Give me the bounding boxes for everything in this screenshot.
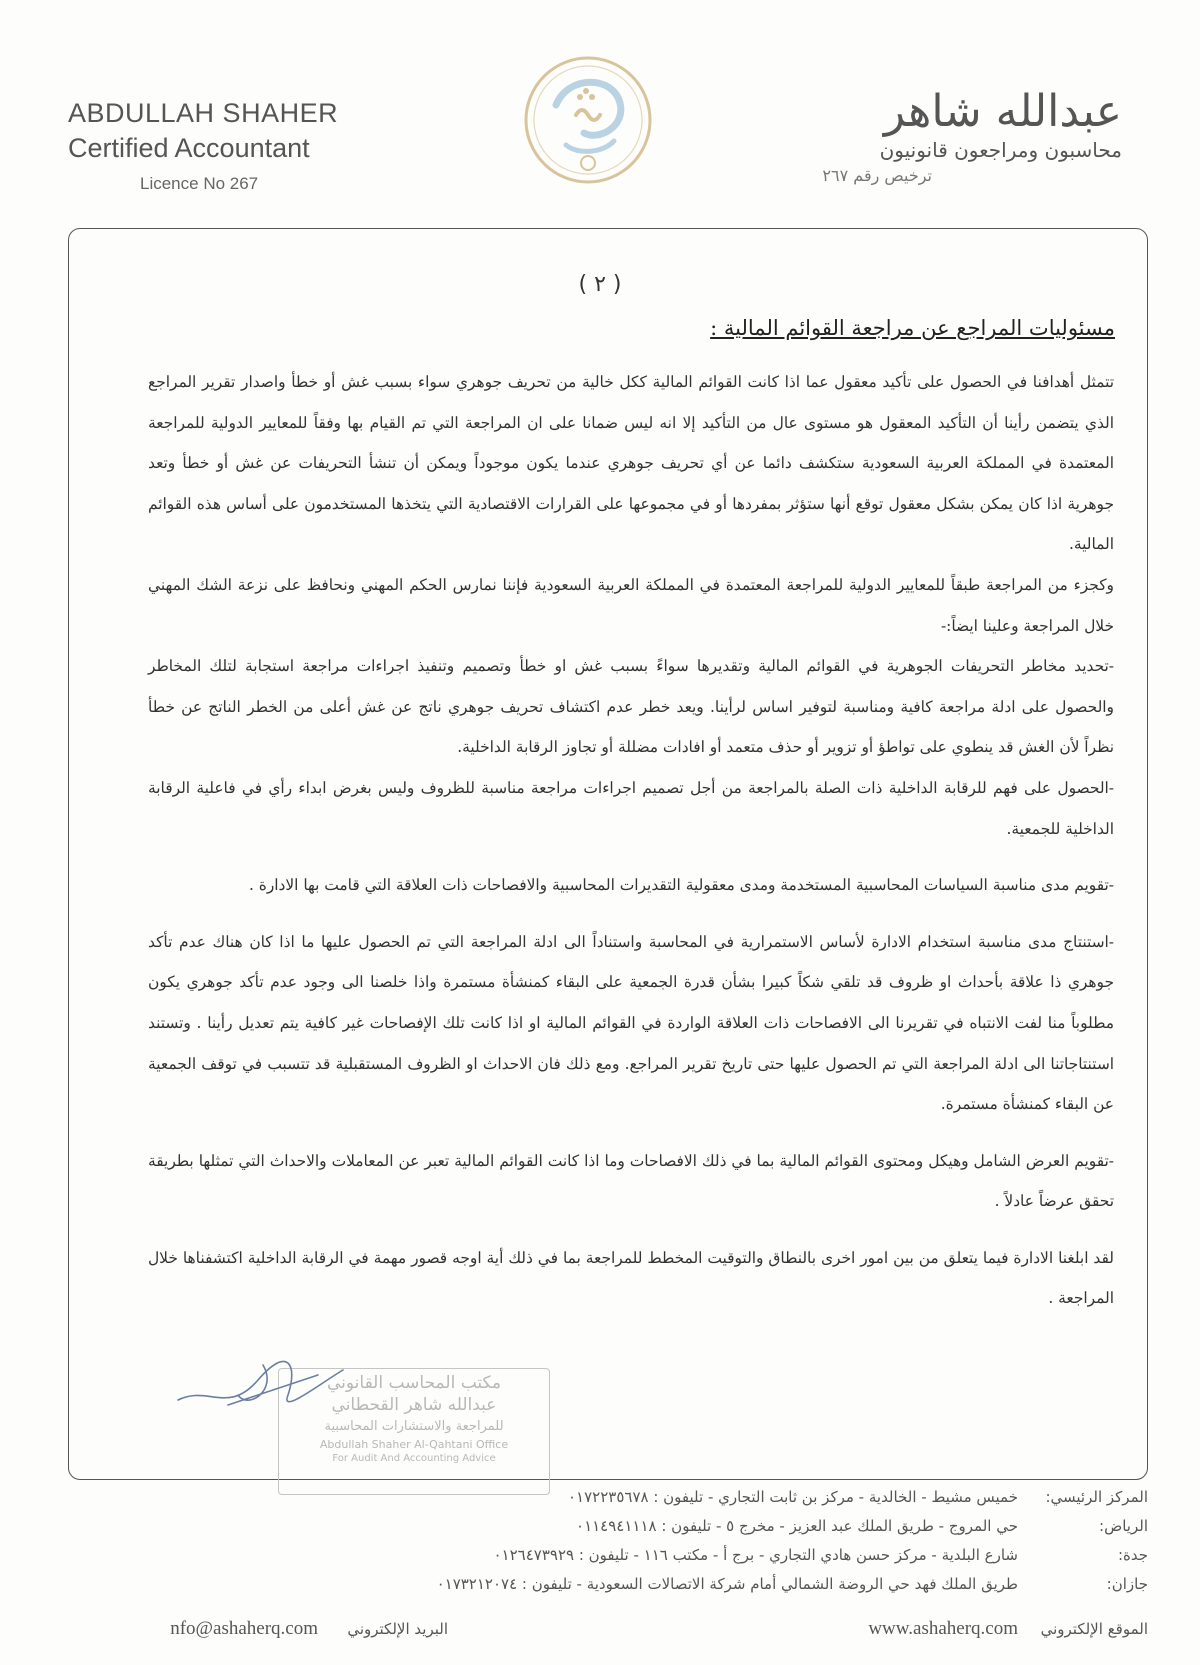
licence-number-english: Licence No 267: [140, 174, 259, 193]
stamp-line-4: Abdullah Shaher Al-Qahtani Office: [319, 1438, 509, 1451]
email-label: البريد الإلكتروني: [347, 1620, 448, 1638]
footer-row-jeddah: [70, 1546, 1148, 1575]
footer: [70, 1488, 1148, 1648]
firm-title-english: Certified Accountant: [68, 133, 310, 163]
footer-label: المركز الرئيسي:: [1045, 1488, 1148, 1506]
stamp-line-3: للمراجعة والاستشارات المحاسبية: [324, 1419, 504, 1434]
website-label: الموقع الإلكتروني: [1040, 1620, 1148, 1638]
firm-name-arabic: عبدالله شاهر: [883, 86, 1122, 137]
header-english: [68, 98, 368, 194]
body-text: [148, 362, 1114, 1319]
header-arabic: [792, 88, 1122, 185]
paragraph-communication: لقد ابلغنا الادارة فيما يتعلق من بين امور اخرى بالنطاق والتوقيت المخطط للمراجعة بما في ذلك أية اوجه قصور مهمة في الرقابة الداخلية اكتشفناها خلال المراجعة .: [148, 1248, 1114, 1308]
footer-label: جازان:: [1106, 1575, 1148, 1593]
page-number: ( ٢ ): [578, 272, 622, 297]
signature-icon: [168, 1345, 368, 1425]
footer-value: حي المروج - طريق الملك عبد العزيز - مخرج ٥ - تليفون : ٠١١٤٩٤١١١٨: [576, 1517, 1018, 1535]
licence-number-arabic: ترخيص رقم ٢٦٧: [822, 166, 932, 186]
stamp-line-5: For Audit And Accounting Advice: [332, 1453, 496, 1464]
firm-subtitle-arabic: محاسبون ومراجعون قانونيون: [879, 138, 1122, 163]
paragraph-objectives: تتمثل أهدافنا في الحصول على تأكيد معقول عما اذا كانت القوائم المالية ككل خالية من تحريف جوهري سواء بسبب غش أو خطأ واصدار تقرير المراجع الذي يتضمن رأينا أن التأكيد المعقول هو مستوى عال من التأكيد إلا انه ليس ضمانا على ان المراجعة التي تم القيام بها وفقاً للمعايير الدولية للمراجعة المعتمدة في المملكة العربية السعودية ستكشف دائما عن أي تحريف جوهري عندما يكون موجوداً ويمكن أن تنشأ التحريفات عن غش أو خطأ وتعد جوهرية اذا كان يمكن بشكل معقول توقع أنها ستؤثر بمفردها أو في مجموعها على القرارات الاقتصادية التي يتخذها المستخدمون على أساس هذه القوائم المالية.: [148, 373, 1114, 554]
footer-row-jazan: [70, 1575, 1148, 1604]
footer-label: الرياض:: [1099, 1517, 1148, 1535]
firm-name-english: ABDULLAH SHAHER: [68, 98, 339, 128]
email-link[interactable]: nfo@ashaherq.com: [170, 1618, 318, 1639]
footer-label: جدة:: [1117, 1546, 1148, 1564]
paragraph-professional-judgment: وكجزء من المراجعة طبقاً للمعايير الدولية للمراجعة المعتمدة في المملكة العربية السعودية فإننا نمارس الحكم المهني ونحافظ على نزعة الشك المهني خلال المراجعة وعلينا ايضاً:-: [148, 575, 1114, 635]
footer-value: شارع البلدية - مركز حسن هادي التجاري - برج أ - مكتب ١١٦ - تليفون : ٠١٢٦٤٧٣٩٢٩: [493, 1546, 1018, 1564]
paragraph-accounting-policies: -تقويم مدى مناسبة السياسات المحاسبية المستخدمة ومدى معقولية التقديرات المحاسبية والافصاحات ذات العلاقة التي قامت بها الادارة .: [248, 876, 1114, 895]
paragraph-overall-presentation: -تقويم العرض الشامل وهيكل ومحتوى القوائم المالية بما في ذلك الافصاحات وما اذا كانت القوائم المالية تعبر عن المعاملات والاحداث التي تمثلها بطريقة تحقق عرضاً عادلاً .: [148, 1151, 1114, 1211]
paragraph-going-concern: -استنتاج مدى مناسبة استخدام الادارة لأساس الاستمرارية في المحاسبة واستناداً الى ادلة المراجعة التي تم الحصول عليها ما اذا كان هناك عدم تأكد جوهري ذا علاقة بأحداث او ظروف قد تلقي شكاً كبيرا بشأن قدرة الجمعية على البقاء كمنشأة مستمرة واذا خلصنا الى وجود عدم تأكد جوهري يكون مطلوباً منا لفت الانتباه في تقريرنا الى الافصاحات ذات العلاقة الواردة في القوائم المالية او اذا كانت تلك الإفصاحات غير كافية يتم تعديل رأينا . وتستند استنتاجاتنا الى ادلة المراجعة التي تم الحصول عليها حتى تاريخ تقرير المراجع. ومع ذلك فان الاحداث او الظروف المستقبلية قد تتسبب في توقف الجمعية عن البقاء كمنشأة مستمرة.: [148, 932, 1114, 1114]
website-link[interactable]: www.ashaherq.com: [868, 1618, 1018, 1639]
paragraph-risk-identification: -تحديد مخاطر التحريفات الجوهرية في القوائم المالية وتقديرها سواءً بسبب غش او خطأ وتصميم وتنفيذ اجراءات مراجعة استجابة لتلك المخاطر والحصول على ادلة مراجعة كافية ومناسبة لتوفير اساس لرأينا. ويعد خطر عدم اكتشاف تحريف جوهري ناتج عن غش أعلى من الخطر الناتج عن خطأ نظراً لأن الغش قد ينطوي على تواطؤ أو تزوير أو حذف متعمد أو افادات مضللة أو تجاوز الرقابة الداخلية.: [148, 657, 1114, 757]
stamp-line-2: عبدالله شاهر القحطاني: [331, 1395, 497, 1415]
paragraph-internal-control: -الحصول على فهم للرقابة الداخلية ذات الصلة بالمراجعة من أجل تصميم اجراءات مراجعة مناسبة للظروف وليس بغرض ابداء رأي في فاعلية الرقابة الداخلية للجمعية.: [148, 778, 1114, 838]
footer-row-riyadh: [70, 1517, 1148, 1546]
stamp-line-1: مكتب المحاسب القانوني: [326, 1373, 502, 1393]
footer-row-headquarters: [70, 1488, 1148, 1517]
firm-logo-icon: [518, 45, 658, 195]
footer-value: طريق الملك فهد حي الروضة الشمالي أمام شركة الاتصالات السعودية - تليفون : ٠١٧٣٢١٢٠٧٤: [436, 1575, 1018, 1593]
footer-value: خميس مشيط - الخالدية - مركز بن ثابت التجاري - تليفون : ٠١٧٢٢٣٥٦٧٨: [567, 1488, 1018, 1506]
footer-contact-row: [70, 1614, 1148, 1648]
section-title: مسئوليات المراجع عن مراجعة القوائم المالية :: [710, 316, 1115, 340]
